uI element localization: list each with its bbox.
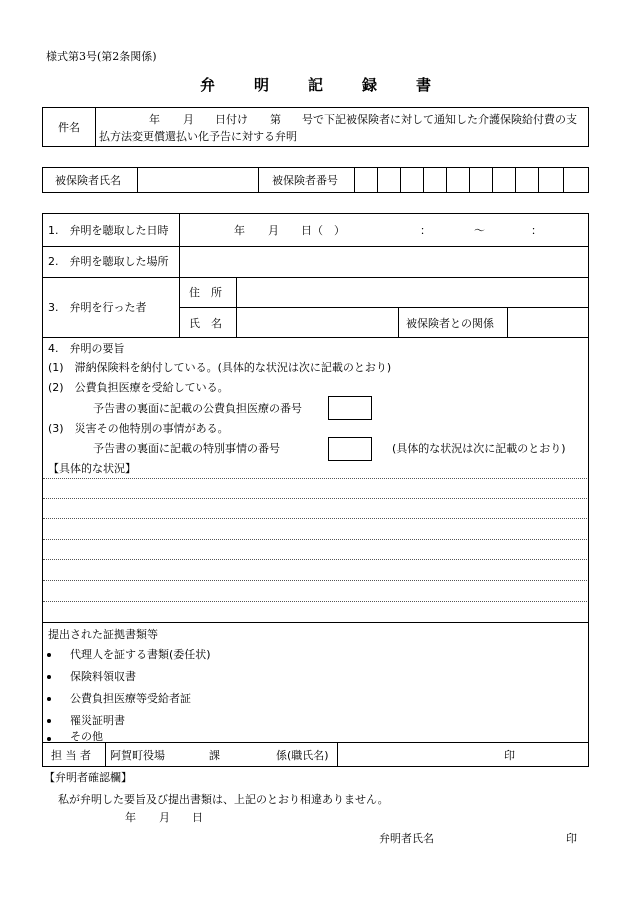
item1-tilde: ～ xyxy=(474,224,485,237)
bullet xyxy=(47,697,51,701)
item4-reason-3: (3) 災害その他特別の事情がある。 xyxy=(48,422,229,435)
title-char-1: 弁 xyxy=(200,76,216,94)
subject-day: 日付け xyxy=(215,113,248,126)
staff-department: 課 xyxy=(209,749,220,762)
evidence-item: 代理人を証する書類(委任状) xyxy=(70,648,211,661)
item3-name-label: 氏 名 xyxy=(189,317,222,330)
evidence-heading: 提出された証拠書類等 xyxy=(48,628,158,641)
item1-day: 日（ ） xyxy=(301,224,345,237)
confirm-seal: 印 xyxy=(566,832,577,845)
evidence-item: その他 xyxy=(70,730,103,743)
title-char-5: 書 xyxy=(416,76,432,94)
subject-label: 件名 xyxy=(58,121,80,134)
evidence-item: 公費負担医療等受給者証 xyxy=(70,692,191,705)
staff-organization: 阿賀町役場 xyxy=(110,749,165,762)
confirm-day: 日 xyxy=(192,811,203,824)
item1-colon-start: ： xyxy=(420,224,431,237)
subject-line2: 払方法変更償還払い化予告に対する弁明 xyxy=(99,130,297,143)
bullet xyxy=(47,653,51,657)
item1-year: 年 xyxy=(234,224,245,237)
title-char-3: 記 xyxy=(308,76,324,94)
staff-seal: 印 xyxy=(504,749,515,762)
insured-number-label: 被保険者番号 xyxy=(272,174,338,187)
item1-colon-end: ： xyxy=(531,224,542,237)
item3-label: 3. 弁明を行った者 xyxy=(48,301,147,314)
bullet xyxy=(47,737,51,741)
confirm-text: 私が弁明した要旨及び提出書類は、上記のとおり相違ありません。 xyxy=(58,793,389,806)
item2-label: 2. 弁明を聴取した場所 xyxy=(48,255,169,268)
subject-month: 月 xyxy=(183,113,194,126)
insured-name-label: 被保険者氏名 xyxy=(55,174,121,187)
public-medical-number-box[interactable] xyxy=(328,396,372,420)
item3-relation-label: 被保険者との関係 xyxy=(406,317,494,330)
item4-reason-1: (1) 滞納保険料を納付している。(具体的な状況は次に記載のとおり) xyxy=(48,361,392,374)
item1-month: 月 xyxy=(268,224,279,237)
title-char-2: 明 xyxy=(254,76,270,94)
item4-reason-2-sub: 予告書の裏面に記載の公費負担医療の番号 xyxy=(93,402,302,415)
staff-title: 係(職氏名) xyxy=(276,749,329,762)
form-id: 様式第3号(第2条関係) xyxy=(46,50,157,63)
item4-reason-2: (2) 公費負担医療を受給している。 xyxy=(48,381,229,394)
item4-situation-heading: 【具体的な状況】 xyxy=(48,462,136,475)
bullet xyxy=(47,675,51,679)
item4-reason-3-note: (具体的な状況は次に記載のとおり) xyxy=(392,442,566,455)
item4-reason-3-sub: 予告書の裏面に記載の特別事情の番号 xyxy=(93,442,280,455)
item4-label: 4. 弁明の要旨 xyxy=(48,342,125,355)
subject-number-prefix: 第 xyxy=(270,113,281,126)
confirm-year: 年 xyxy=(125,811,136,824)
item3-address-label: 住 所 xyxy=(189,286,222,299)
title-char-4: 録 xyxy=(362,76,378,94)
confirm-month: 月 xyxy=(159,811,170,824)
staff-label: 担 当 者 xyxy=(51,749,91,762)
confirm-heading: 【弁明者確認欄】 xyxy=(44,771,132,784)
item1-label: 1. 弁明を聴取した日時 xyxy=(48,224,169,237)
special-circumstance-number-box[interactable] xyxy=(328,437,372,461)
confirm-signer-label: 弁明者氏名 xyxy=(379,832,434,845)
evidence-item: 罹災証明書 xyxy=(70,714,125,727)
subject-line1: 号で下記被保険者に対して通知した介護保険給付費の支 xyxy=(302,113,577,126)
subject-year: 年 xyxy=(149,113,160,126)
evidence-item: 保険料領収書 xyxy=(70,670,136,683)
bullet xyxy=(47,719,51,723)
